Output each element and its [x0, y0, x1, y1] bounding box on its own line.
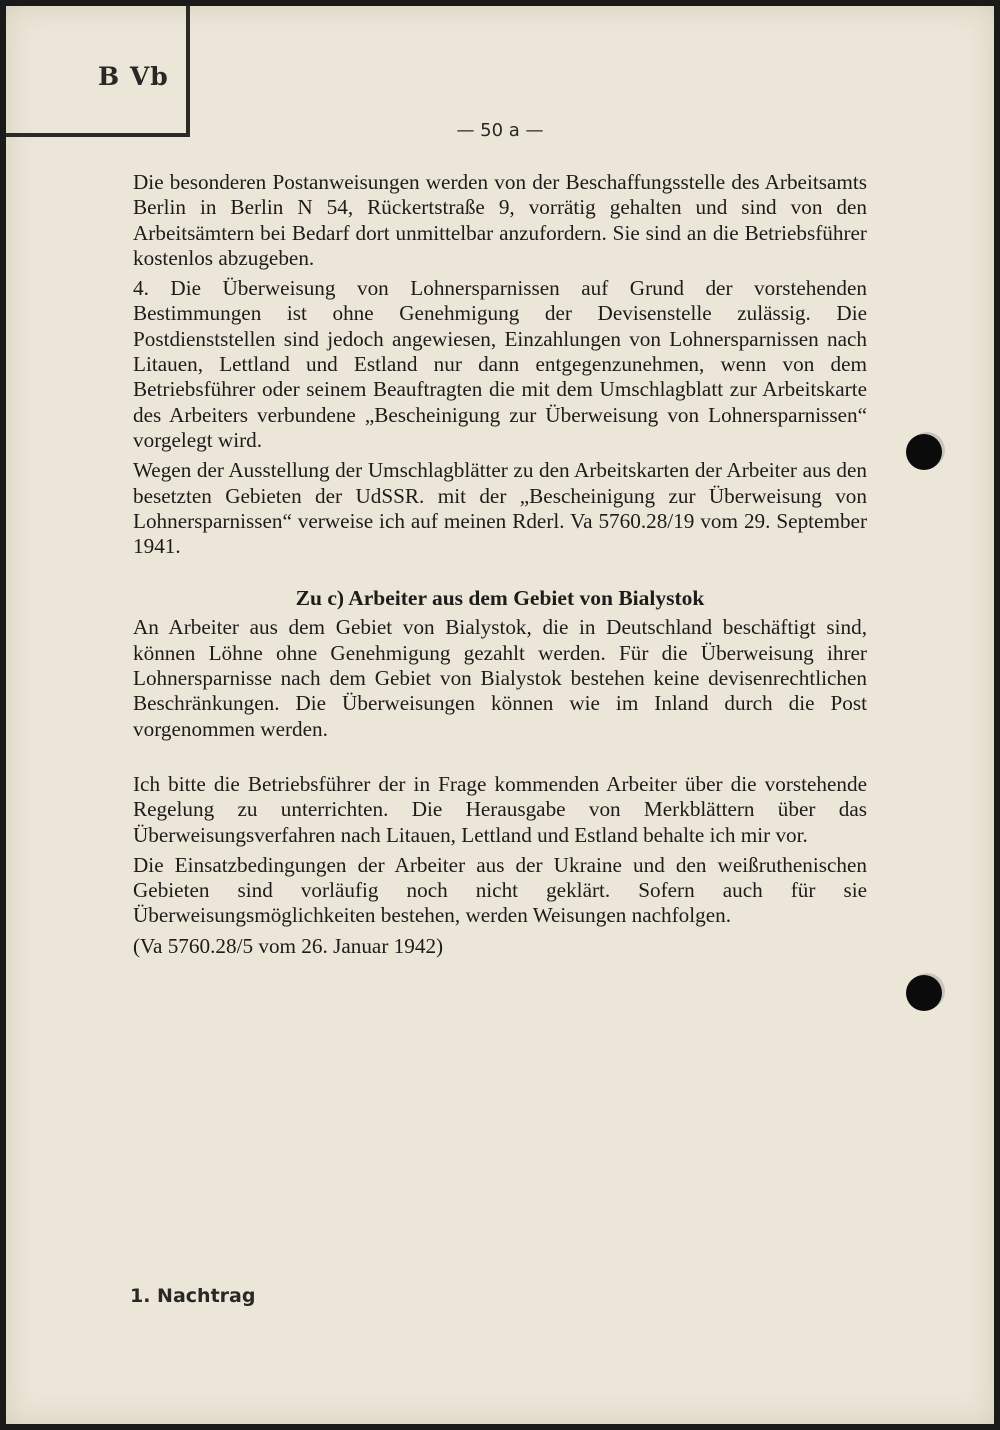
document-body	[133, 170, 867, 959]
paragraph-ueberweisung: 4. Die Überweisung von Lohnersparnissen auf Grund der vorstehenden Bestimmungen ist ohne Genehmigung der Devisenstelle zulässig. Die Postdienststellen sind jedoch angewiesen, Einzahlungen von Lohnersparnissen nach Litauen, Lettland und Estland nur dann entgegenzunehmen, wenn von dem Betriebsführer oder seinem Beauftragten die mit dem Umschlagblatt zur Arbeitskarte des Arbeiters verbundene „Bescheinigung zur Überweisung von Lohnersparnissen“ vorgelegt wird.	[133, 276, 867, 452]
paragraph-postanweisungen: Die besonderen Postanweisungen werden von der Beschaffungsstelle des Arbeitsamts Berlin in Berlin N 54, Rückertstraße 9, vorrätig gehalten und sind von den Arbeitsämtern bei Bedarf dort unmittelbar anzufordern. Sie sind an die Betriebsführer kostenlos abzugeben.	[133, 170, 867, 270]
page-number: — 50 a —	[456, 120, 544, 141]
section-heading-bialystok: Zu c) Arbeiter aus dem Gebiet von Bialystok	[295, 586, 705, 611]
paragraph-betriebsfuehrer: Ich bitte die Betriebsführer der in Frage kommenden Arbeiter über die vorstehende Regelung zu unterrichten. Die Herausgabe von Merkblättern über das Überweisungsverfahren nach Litauen, Lettland und Estland behalte ich mir vor.	[133, 771, 867, 847]
punch-hole	[906, 975, 942, 1011]
paragraph-einsatzbedingungen: Die Einsatzbedingungen der Arbeiter aus der Ukraine und den weißruthenischen Gebieten sind vorläufig noch nicht geklärt. Sofern auch für sie Überweisungsmöglichkeiten bestehen, werden Weisungen nachfolgen.	[133, 852, 867, 928]
section-box	[6, 6, 190, 137]
section-label: B Vb	[98, 62, 169, 91]
footer-label: 1. Nachtrag	[130, 1285, 256, 1307]
punch-hole	[906, 434, 942, 470]
paragraph-umschlagblaetter: Wegen der Ausstellung der Umschlagblätter zu den Arbeitskarten der Arbeiter aus den besetzten Gebieten der UdSSR. mit der „Bescheinigung zur Überweisung von Lohnersparnissen“ verweise ich auf meinen Rderl. Va 5760.28/19 vom 29. September 1941.	[133, 458, 867, 559]
paragraph-bialystok: An Arbeiter aus dem Gebiet von Bialystok, die in Deutschland beschäftigt sind, können Löhne ohne Genehmigung gezahlt werden. Für die Überweisung ihrer Lohnersparnisse nach dem Gebiet von Bialystok bestehen keine devisenrechtlichen Beschränkungen. Die Überweisungen können wie im Inland durch die Post vorgenommen werden.	[133, 615, 867, 741]
document-page	[6, 6, 994, 1424]
reference-note: (Va 5760.28/5 vom 26. Januar 1942)	[133, 933, 444, 958]
